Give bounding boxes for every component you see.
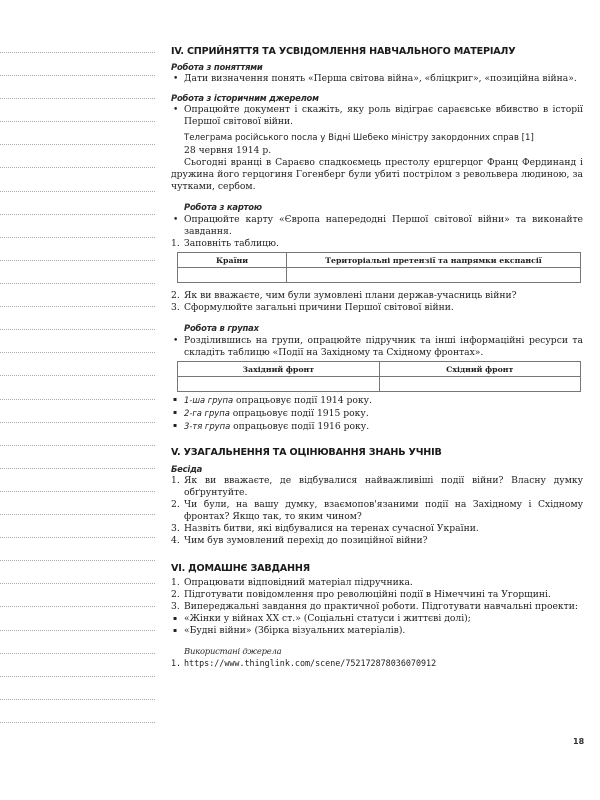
note-line — [0, 260, 155, 261]
discussion-heading: Бесіда — [171, 464, 203, 474]
note-line — [0, 606, 155, 607]
list-item: 2. Чи були, на вашу думку, взаємопов'язаними події на Західному і Східному фронтах? Якщо так, то яким чином? — [171, 499, 583, 522]
note-line — [0, 352, 155, 353]
map-heading: Робота з картою — [184, 202, 262, 212]
note-line — [0, 399, 155, 400]
table-row — [178, 377, 581, 392]
table-cell — [178, 377, 380, 392]
note-line — [0, 583, 155, 584]
note-line — [0, 722, 155, 723]
discussion-questions — [171, 475, 583, 547]
note-line — [0, 560, 155, 561]
concepts-heading: Робота з поняттями — [171, 62, 263, 72]
document-date: 28 червня 1914 р. — [184, 145, 272, 156]
project-item: ▪ «Будні війни» (Збірка візуальних матеріалів). — [171, 625, 583, 637]
document-title: Телеграма російського посла у Відні Шебеко міністру закордонних справ [1] — [184, 133, 534, 143]
map-item: 2. Як ви вважаєте, чим були зумовлені плани держав-учасниць війни? — [171, 290, 517, 301]
table-header: Країни — [178, 253, 287, 268]
table-header-row — [178, 253, 581, 268]
note-line — [0, 699, 155, 700]
section-5-title: V. УЗАГАЛЬНЕННЯ ТА ОЦІНЮВАННЯ ЗНАНЬ УЧНІВ — [171, 447, 442, 458]
note-line — [0, 491, 155, 492]
document-text: Сьогодні вранці в Сараєво спадкоємець престолу ерцгерцог Франц Фердинанд і дружина його герцогиня Гогенберг були убиті пострілом з револьвера людиною, за чутками, сербом. — [171, 157, 583, 192]
note-lines-margin — [0, 0, 155, 800]
note-line — [0, 144, 155, 145]
note-line — [0, 121, 155, 122]
list-item: ▪ 3-тя група опрацьовує події 1916 року. — [171, 420, 583, 433]
map-item: 3. Сформулюйте загальні причини Першої світової війни. — [171, 302, 454, 313]
countries-table — [177, 252, 581, 283]
group-assignments — [171, 394, 583, 433]
note-line — [0, 75, 155, 76]
list-item: 1. Опрацювати відповідний матеріал підручника. — [171, 577, 413, 588]
note-line — [0, 653, 155, 654]
note-line — [0, 676, 155, 677]
list-item: 1. Як ви вважаєте, де відбувалися найважливіші події війни? Власну думку обґрунтуйте. — [171, 475, 583, 498]
note-line — [0, 306, 155, 307]
note-line — [0, 422, 155, 423]
section-4-title: IV. СПРИЙНЯТТЯ ТА УСВІДОМЛЕННЯ НАВЧАЛЬНОГО МАТЕРІАЛУ — [171, 46, 516, 57]
table-header-row — [178, 362, 581, 377]
concepts-task: • Дати визначення понять «Перша світова війна», «бліцкриг», «позиційна війна». — [171, 73, 583, 85]
list-item: 2. Підготувати повідомлення про революційні події в Німеччині та Угорщині. — [171, 589, 551, 600]
map-item: 1. Заповніть таблицю. — [171, 238, 279, 249]
fronts-table — [177, 361, 581, 392]
note-line — [0, 468, 155, 469]
note-line — [0, 52, 155, 53]
note-line — [0, 514, 155, 515]
note-line — [0, 537, 155, 538]
table-row — [178, 268, 581, 283]
groups-heading: Робота в групах — [184, 323, 259, 333]
table-header: Східний фронт — [379, 362, 581, 377]
source-task: • Опрацюйте документ і скажіть, яку роль відіграє сараєвське вбивство в історії Першої світової війни. — [171, 104, 583, 128]
note-line — [0, 98, 155, 99]
source-link-item: 1. https://www.thinglink.com/scene/752172878036070912 — [171, 658, 437, 668]
note-line — [0, 167, 155, 168]
groups-task: • Розділившись на групи, опрацюйте підручник та інші інформаційні ресурси та складіть таблицю «Події на Західному та Східному фронтах». — [171, 335, 583, 359]
note-line — [0, 329, 155, 330]
table-cell — [178, 268, 287, 283]
source-heading: Робота з історичним джерелом — [171, 93, 319, 103]
note-line — [0, 214, 155, 215]
homework-list — [171, 577, 583, 637]
list-item: 3. Випереджальні завдання до практичної роботи. Підготувати навчальні проекти: — [171, 601, 578, 612]
source-link[interactable]: https://www.thinglink.com/scene/752172878036070912 — [184, 658, 437, 668]
note-line — [0, 191, 155, 192]
project-item: ▪ «Жінки у війнах ХХ ст.» (Соціальні статуси і життєві долі); — [171, 613, 583, 625]
note-line — [0, 375, 155, 376]
table-cell — [379, 377, 581, 392]
page-number: 18 — [573, 737, 585, 746]
list-item: ▪ 2-га група опрацьовує події 1915 року. — [171, 407, 583, 420]
note-line — [0, 630, 155, 631]
page-content — [171, 46, 583, 669]
table-cell — [287, 268, 581, 283]
sources-heading: Використані джерела — [184, 646, 282, 656]
list-item: 4. Чим був зумовлений перехід до позиційної війни? — [171, 535, 428, 546]
section-6-title: VI. ДОМАШНЄ ЗАВДАННЯ — [171, 563, 310, 574]
note-line — [0, 445, 155, 446]
table-header: Західний фронт — [178, 362, 380, 377]
map-task: • Опрацюйте карту «Європа напередодні Першої світової війни» та виконайте завдання. — [171, 214, 583, 238]
table-header: Територіальні претензії та напрямки експансії — [287, 253, 581, 268]
list-item: 3. Назвіть битви, які відбувалися на теренах сучасної України. — [171, 523, 479, 534]
note-line — [0, 283, 155, 284]
note-line — [0, 237, 155, 238]
list-item: ▪ 1-ша група опрацьовує події 1914 року. — [171, 394, 583, 407]
